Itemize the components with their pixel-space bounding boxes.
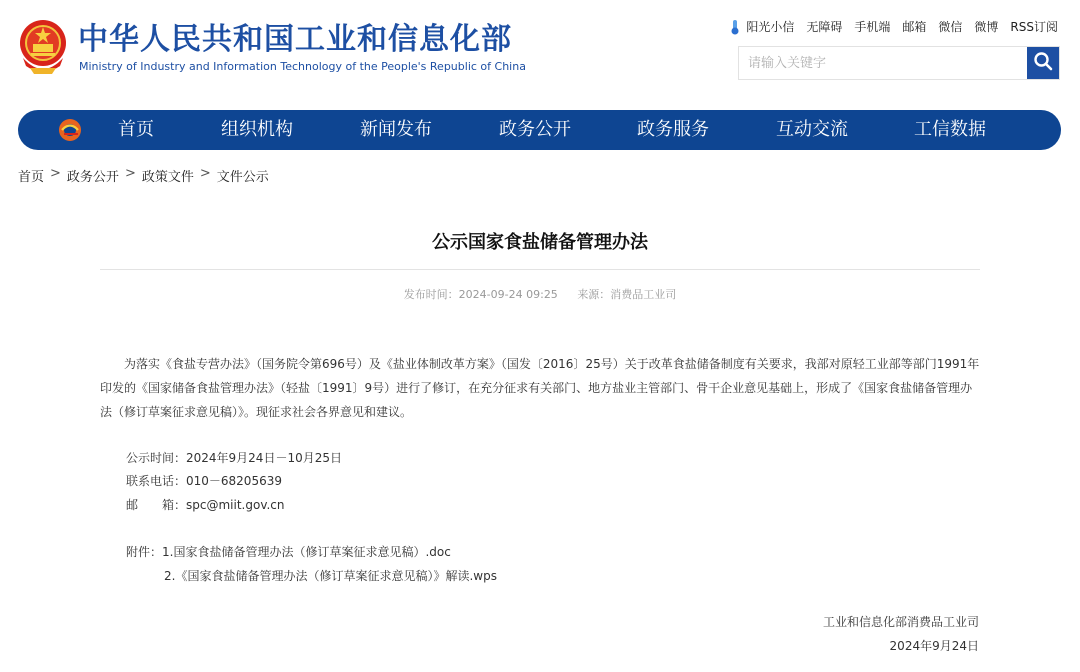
- breadcrumb-separator: >: [199, 166, 211, 181]
- main-nav: [18, 110, 1061, 150]
- search-input[interactable]: [739, 47, 1027, 79]
- toplink-mobile[interactable]: 手机端: [854, 20, 891, 34]
- top-links: [730, 18, 1058, 35]
- nav-item-news[interactable]: 新闻发布: [360, 119, 432, 140]
- search-box: [738, 46, 1060, 80]
- attachment-row-2: [164, 564, 497, 588]
- article-meta: [0, 286, 1080, 302]
- attachment-row-1: [126, 540, 451, 564]
- site-title: 中华人民共和国工业和信息化部: [78, 22, 512, 57]
- attachments-label: 附件：: [126, 545, 163, 559]
- article-paragraph: 为落实《食盐专营办法》（国务院令第696号）及《盐业体制改革方案》（国发〔2016〕25号）关于改革食盐储备制度有关要求，我部对原轻工业部等部门1991年印发的《国家储备食盐管理办法》（轻盐〔1991〕9号）进行了修订，在充分征求有关部门、地方盐业主管部门、骨干企业意见基础上，形成了《国家食盐储备管理办法（修订草案征求意见稿）》。现征求社会各界意见和建议。: [100, 357, 980, 419]
- nav-item-organization[interactable]: 组织机构: [221, 119, 293, 140]
- toplink-sunshine[interactable]: [730, 18, 794, 35]
- article-source: 来源：消费品工业司: [577, 288, 677, 301]
- contact-email-row: [126, 493, 285, 517]
- toplink-mail[interactable]: 邮箱: [902, 20, 927, 34]
- attachment-link[interactable]: 2.《国家食盐储备管理办法（修订草案征求意见稿）》解读.wps: [164, 569, 497, 583]
- site-subtitle: Ministry of Industry and Information Technology of the People's Republic of China: [79, 60, 526, 73]
- breadcrumb-document-notice[interactable]: 文件公示: [216, 170, 269, 185]
- breadcrumb-home[interactable]: 首页: [18, 170, 45, 185]
- miit-logo-icon: [56, 117, 84, 143]
- nav-item-services[interactable]: 政务服务: [637, 119, 709, 140]
- nav-item-government-affairs[interactable]: 政务公开: [499, 119, 571, 140]
- email-link[interactable]: spc@miit.gov.cn: [186, 498, 285, 512]
- contact-phone: 联系电话：010－68205639: [126, 474, 282, 488]
- attachment-link[interactable]: 1.国家食盐储备管理办法（修订草案征求意见稿）.doc: [162, 545, 451, 559]
- signature-date: 2024年9月24日: [889, 639, 979, 653]
- toplink-rss[interactable]: RSS订阅: [1010, 20, 1058, 34]
- email-label: 邮 箱：: [126, 498, 187, 512]
- breadcrumb-separator: >: [124, 166, 136, 181]
- nav-item-data[interactable]: 工信数据: [914, 119, 986, 140]
- breadcrumb-government-affairs[interactable]: 政务公开: [66, 170, 119, 185]
- notice-period: 公示时间：2024年9月24日－10月25日: [126, 451, 342, 465]
- search-button[interactable]: [1027, 47, 1059, 79]
- signature-org: 工业和信息化部消费品工业司: [822, 615, 979, 629]
- nav-item-interaction[interactable]: 互动交流: [776, 119, 848, 140]
- breadcrumb-policy-documents[interactable]: 政策文件: [141, 170, 194, 185]
- search-icon: [1033, 51, 1053, 75]
- thermometer-icon: [730, 19, 740, 35]
- breadcrumb-separator: >: [50, 166, 61, 181]
- breadcrumb: [18, 166, 269, 185]
- publish-time: 发布时间：2024-09-24 09:25: [403, 288, 558, 301]
- national-emblem-icon: [18, 18, 68, 76]
- title-divider: [100, 269, 980, 270]
- nav-item-home[interactable]: 首页: [118, 119, 154, 140]
- article-title: 公示国家食盐储备管理办法: [432, 232, 648, 253]
- toplink-wechat[interactable]: 微信: [938, 20, 963, 34]
- toplink-weibo[interactable]: 微博: [974, 20, 999, 34]
- toplink-label: 阳光小信: [746, 20, 795, 34]
- toplink-accessibility[interactable]: 无障碍: [806, 20, 843, 34]
